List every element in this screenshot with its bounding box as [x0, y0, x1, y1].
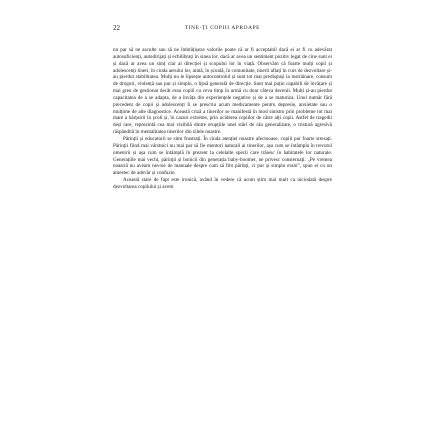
page-number: 22	[113, 24, 120, 32]
paragraph: nu par să ne asculte sau să ne îmbrățișeze valorile poate că ar fi acceptabil dacă ei ar fi cu adevărat autosuficienți, autodirijați și echilibrați în sinea lor, dacă ar avea un sentiment pozitiv legat de cine sunt ei și dacă ar avea un simț clar al direcției și scopului lor în viață. Observăm că foarte mulți copii și adolescenți tineri, în ciuda aerului lor, arată, în școală, în comunitate, tinerii aflați în curs de dezvoltare și-au pierdut stabilitatea. Mulți nu le lipsește autocontrolul și sunt tot mai predispuși la instrăinare, consum de droguri, violență sau pur și simplu, o lipsă generală de direcție. Sunt mai puțin capabili de învățare și mai greu de gestionat decât erau copiii cu ceva timp în urmă cu doar câteva decenii. Mulți și-au pierdut capacitatea de a se adapta, de a învăța din experiențele negative și de a se maturiza. Unul număr fără precedent de copii și adolescenți li se prescriu acum medicamente pentru depresie, anxietate sau o mulțime de alte diagnostice. Această criză a tinerilor se manifestă în mod sinistru prin probleme tot mai mare a hărțuirii în școli și, în cazuri extreme, prin uciderea copiilor de către alți copii. Astfel de tragedii deși rare, reprezintă cea mai vizibilă dintre erupțiile unei stări de rău generalizate, o tristură agresivă răspândită în mentalitatea tinerilor din zilele noastre.	[113, 47, 332, 136]
running-head	[0, 22, 445, 34]
paragraph: Părinții și educatorii se simt frustrați. În ciuda atenției noastre afectuoase, copiii par foarte stresați. Părinții fiind mai vârstnici nu mai par să fie mentori naturali ai tinerilor, așa cum se întâmpla în trecutul omenirii și așa cum se întâmplă în prezent la celelalte specii care trăiesc în habitatele lor naturale. Generațiile mai vechi, părinții și bunicii din generația baby-boomer, ne privesc consternați: „Pe vremea noastră nu aveam nevoie de manuale despre cum să fim părinți, ci pur și simplu eram”, spun ei cu un amestec de adevăr și confuzie.	[113, 135, 332, 177]
running-head-title: TINE-ȚI COPIII APROAPE	[184, 25, 261, 31]
paragraph: Această stare de fapt este ironică, având în vedere că acum știm mai mult ca niciodată despre dezvoltarea copilului și avem	[113, 177, 332, 190]
body-text	[113, 47, 332, 191]
